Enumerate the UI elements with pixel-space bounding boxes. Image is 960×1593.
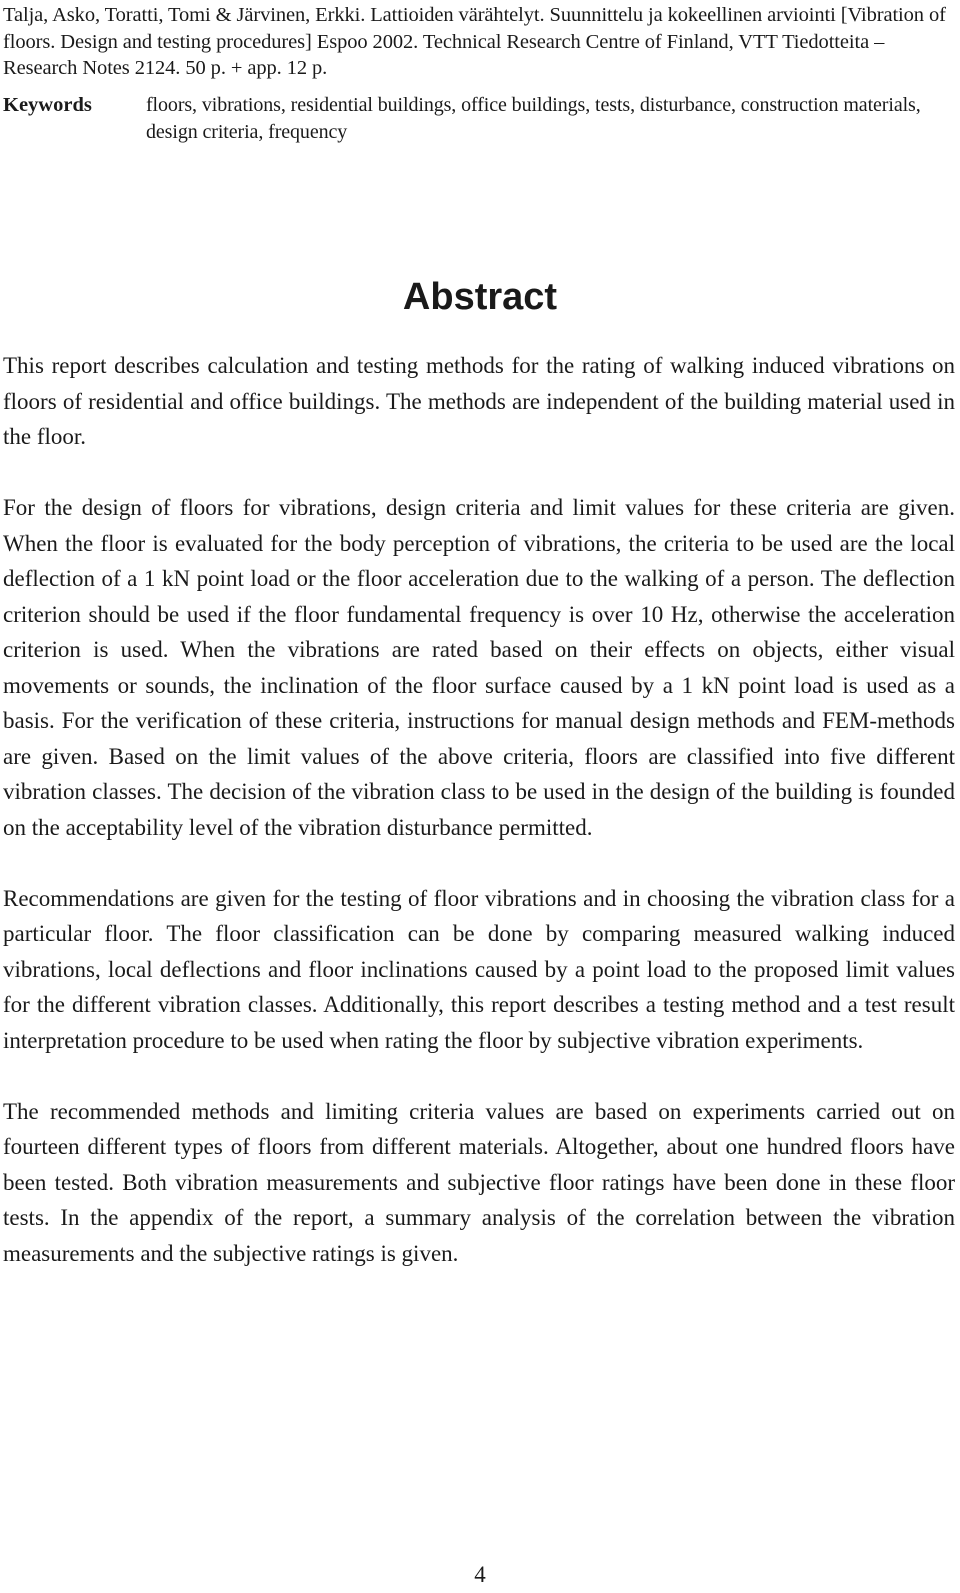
keywords-label: Keywords <box>3 94 92 116</box>
abstract-heading: Abstract <box>402 276 558 318</box>
abstract-paragraph-2: For the design of floors for vibrations, design criteria and limit values for these criteria are given. When the floor is evaluated for the body perception of vibrations, the criteria to be used are the local deflection of a 1 kN point load or the floor acceleration due to the walking of a person. The deflection criterion should be used if the floor fundamental frequency is over 10 Hz, otherwise the acceleration criterion is used. When the vibrations are rated based on their effects on objects, either visual movements or sounds, the inclination of the floor surface caused by a 1 kN point load is used as a basis. For the verification of these criteria, instructions for manual design methods and FEM-methods are given. Based on the limit values of the above criteria, floors are classified into five different vibration classes. The decision of the vibration class to be used in the design of the building is founded on the acceptability level of the vibration disturbance permitted. <box>3 495 955 840</box>
abstract-body <box>3 348 955 1307</box>
bibliographic-citation: Talja, Asko, Toratti, Tomi & Järvinen, Erkki. Lattioiden värähtelyt. Suunnittelu ja kokeellinen arviointi [Vibration of floors. Design and testing procedures] Espoo 2002. Technical Research Centre of Finland, VTT Tiedotteita – Research Notes 2124. 50 p. + app. 12 p. <box>3 4 946 79</box>
keywords-list: floors, vibrations, residential buildings, office buildings, tests, disturbance, construction materials, design criteria, frequency <box>146 94 921 143</box>
abstract-paragraph-3: Recommendations are given for the testing of floor vibrations and in choosing the vibration class for a particular floor. The floor classification can be done by comparing measured walking induced vibrations, local deflections and floor inclinations caused by a point load to the proposed limit values for the different vibration classes. Additionally, this report describes a testing method and a test result interpretation procedure to be used when rating the floor by subjective vibration experiments. <box>3 885 955 1053</box>
page-number: 4 <box>474 1562 486 1587</box>
abstract-paragraph-1: This report describes calculation and testing methods for the rating of walking induced vibrations on floors of residential and office buildings. The methods are independent of the building material used in the floor. <box>3 353 955 449</box>
abstract-paragraph-4: The recommended methods and limiting criteria values are based on experiments carried out on fourteen different types of floors from different materials. Altogether, about one hundred floors have been tested. Both vibration measurements and subjective floor ratings have been done in these floor tests. In the appendix of the report, a summary analysis of the correlation between the vibration measurements and the subjective ratings is given. <box>3 1098 955 1266</box>
